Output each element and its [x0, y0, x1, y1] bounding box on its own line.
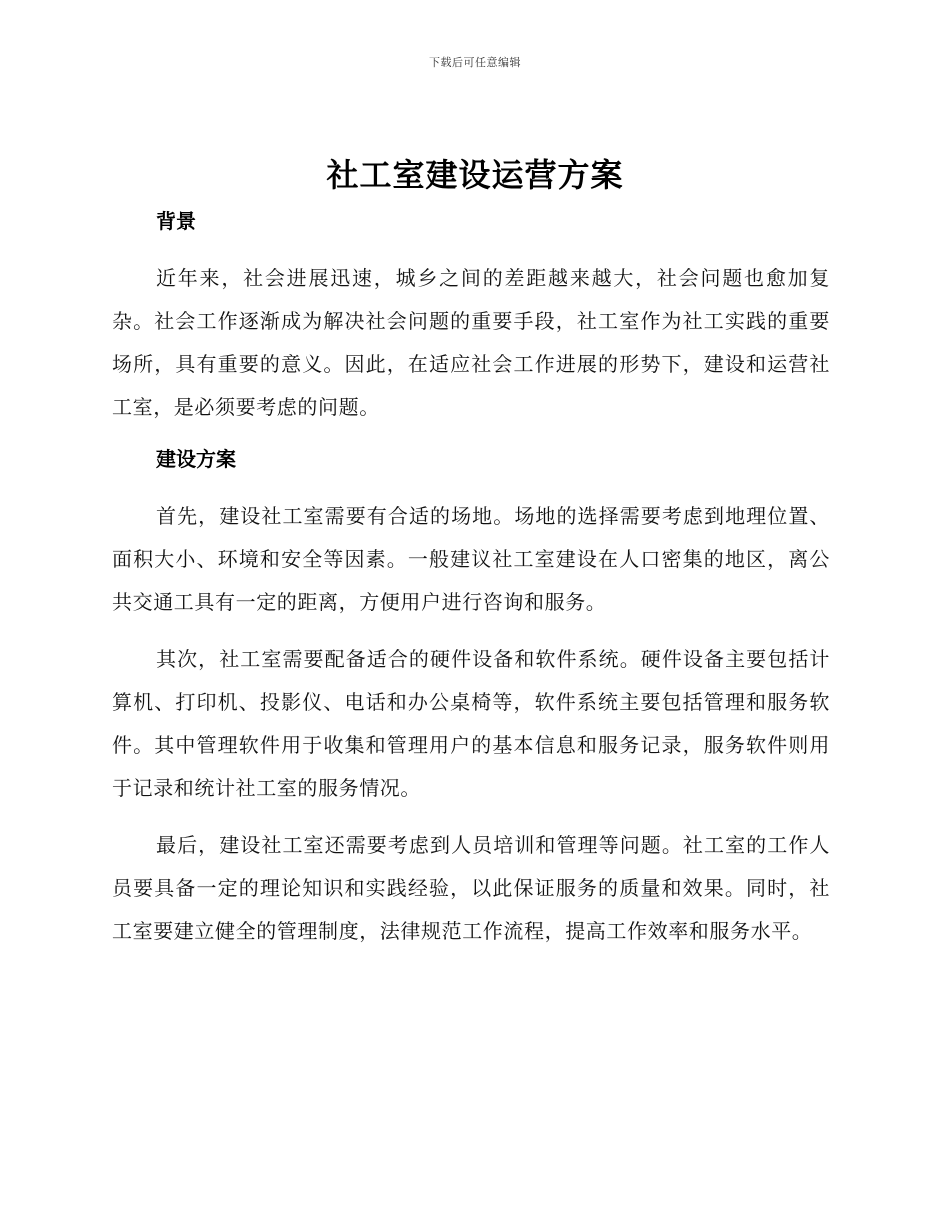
paragraph-construction-3: 最后，建设社工室还需要考虑到人员培训和管理等问题。社工室的工作人员要具备一定的理论知识和实践经验，以此保证服务的质量和效果。同时，社工室要建立健全的管理制度，法律规范工作流程，提高工作效率和服务水平。 [112, 833, 830, 943]
document-title: 社工室建设运营方案 [326, 156, 624, 194]
document-body [112, 205, 830, 967]
section-heading-background: 背景 [156, 209, 196, 233]
section-heading-construction-plan: 建设方案 [156, 447, 236, 471]
page-header-note: 下载后可任意编辑 [429, 56, 521, 69]
paragraph-background-1: 近年来，社会进展迅速，城乡之间的差距越来越大，社会问题也愈加复杂。社会工作逐渐成为解决社会问题的重要手段，社工室作为社工实践的重要场所，具有重要的意义。因此，在适应社会工作进展的形势下，建设和运营社工室，是必须要考虑的问题。 [112, 266, 830, 419]
paragraph-construction-1: 首先，建设社工室需要有合适的场地。场地的选择需要考虑到地理位置、面积大小、环境和安全等因素。一般建议社工室建设在人口密集的地区，离公共交通工具有一定的距离，方便用户进行咨询和服务。 [112, 504, 830, 614]
paragraph-construction-2: 其次，社工室需要配备适合的硬件设备和软件系统。硬件设备主要包括计算机、打印机、投影仪、电话和办公桌椅等，软件系统主要包括管理和服务软件。其中管理软件用于收集和管理用户的基本信息和服务记录，服务软件则用于记录和统计社工室的服务情况。 [112, 647, 830, 800]
